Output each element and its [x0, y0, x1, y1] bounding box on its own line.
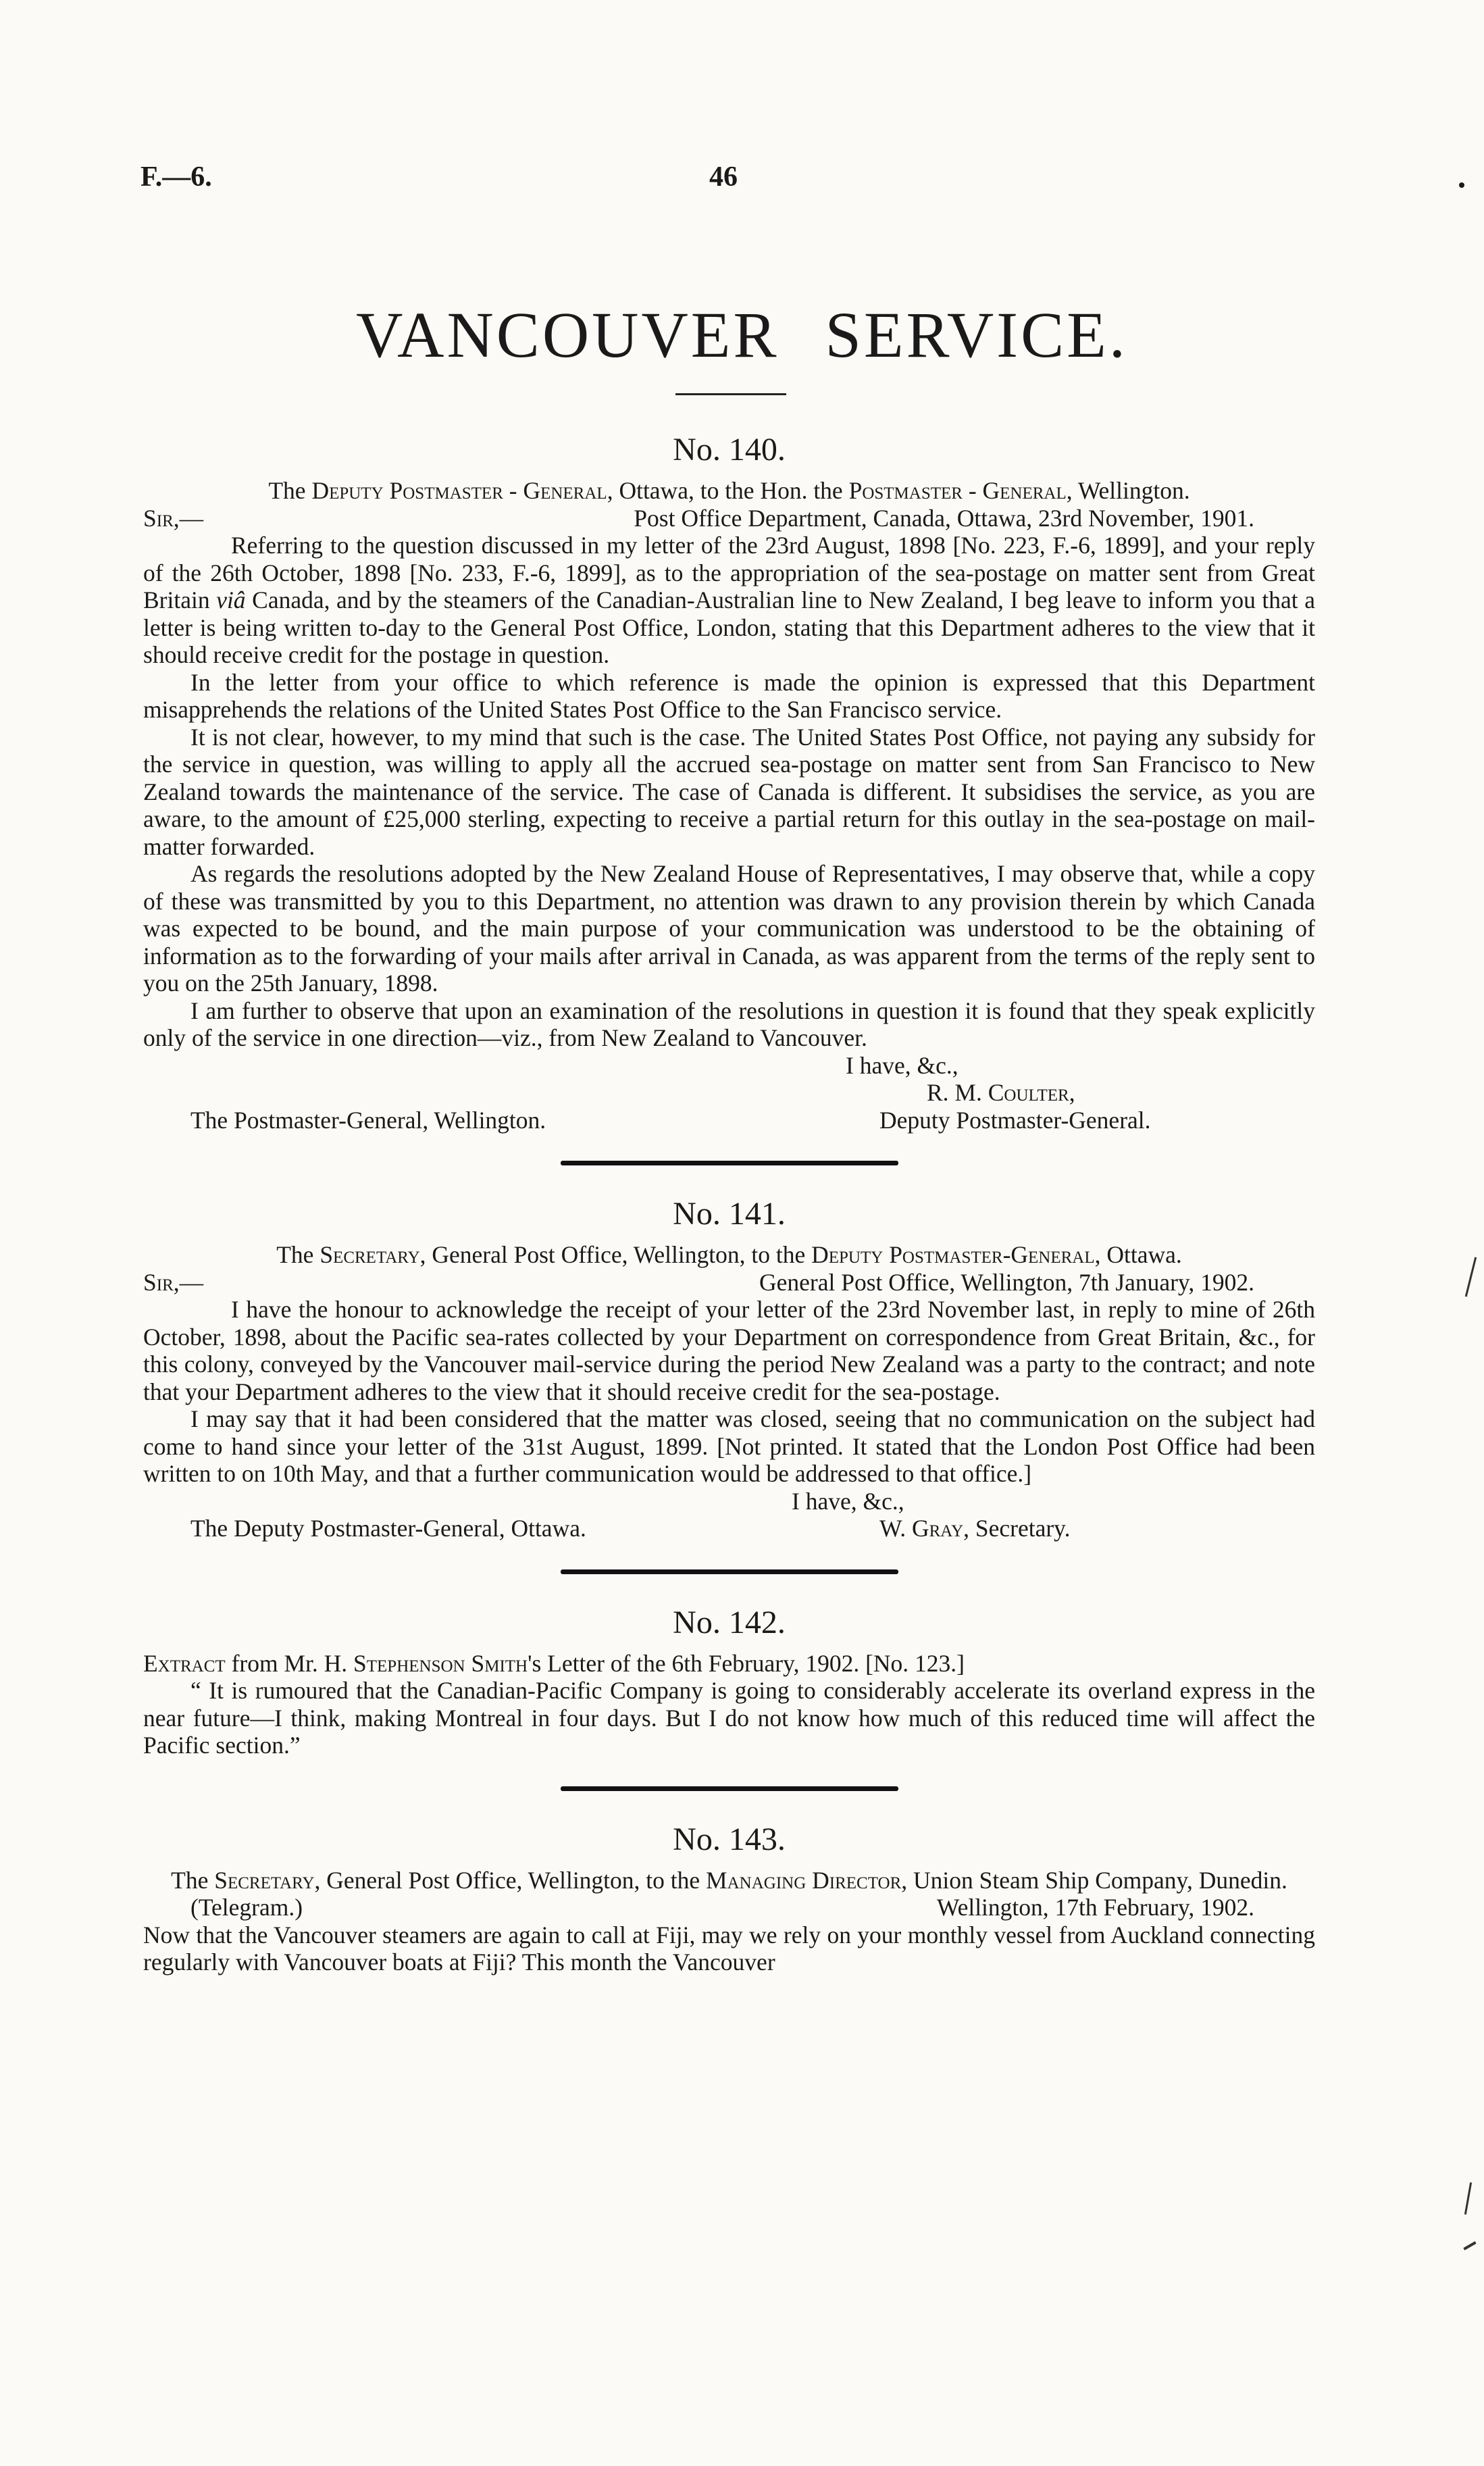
document-body	[143, 426, 1315, 1976]
signer-title: Deputy Postmaster-General.	[879, 1106, 1151, 1134]
margin-mark	[1464, 2182, 1472, 2215]
dateline: Wellington, 17th February, 1902.	[936, 1894, 1254, 1921]
signer-name: R. M. Coulter,	[927, 1079, 1075, 1106]
salutation-row	[143, 505, 1315, 532]
address-text: The	[171, 1866, 215, 1894]
margin-mark	[1465, 1257, 1477, 1297]
title-underline	[675, 393, 786, 395]
address-text: , Ottawa.	[1094, 1241, 1182, 1268]
extract-text: from Mr.	[225, 1649, 324, 1677]
address-text: The	[276, 1241, 320, 1268]
letter-number: No. 140.	[673, 432, 786, 468]
letter-number: No. 143.	[673, 1821, 786, 1857]
recipient-title: Managing Director	[706, 1866, 902, 1894]
dateline: General Post Office, Wellington, 7th January, 1902.	[759, 1268, 1254, 1296]
recipient-title: Deputy Postmaster-General	[811, 1241, 1095, 1268]
letter-143	[143, 1821, 1315, 1976]
letter-address	[143, 1241, 1315, 1269]
closing: I have, &c.,	[792, 1487, 904, 1515]
recipient-title: Postmaster - General	[848, 477, 1067, 504]
print-speck	[1459, 182, 1464, 188]
signer-title: , Secretary.	[963, 1515, 1071, 1542]
letter-address	[143, 1867, 1315, 1894]
extract-author: H. Stephenson Smith	[324, 1649, 528, 1677]
sender-title: Secretary	[214, 1866, 315, 1894]
signature-row	[143, 1515, 1315, 1542]
address-text: The	[268, 477, 312, 504]
letter-number: No. 142.	[673, 1604, 786, 1640]
letter-address	[143, 477, 1315, 505]
paragraph-text: Referring to the question discussed in my letter of the 23rd August, 1898 [No. 223, F.-6, 1899], and your reply of the 26th October, 1898 [No. 233, F.-6, 1899], as to the appropriation of the sea-postage on matter sent from Great Britain	[143, 532, 1315, 613]
section-divider	[561, 1569, 898, 1574]
letter-140	[143, 431, 1315, 1134]
margin-mark	[1463, 2241, 1476, 2250]
salutation: Sir,—	[143, 1268, 204, 1296]
sender-title: Deputy Postmaster - General	[311, 477, 607, 504]
telegram-row	[143, 1894, 1315, 1921]
paragraph: In the letter from your office to which reference is made the opinion is expressed that this Department misapprehends the relations of the United States Post Office to the San Francisco service.	[143, 668, 1315, 723]
recipient-line: The Postmaster-General, Wellington.	[190, 1106, 546, 1134]
salutation-row	[143, 1269, 1315, 1297]
extract-label: Extract	[143, 1649, 226, 1677]
sender-title: Secretary	[319, 1241, 420, 1268]
paragraph: It is not clear, however, to my mind that such is the case. The United States Post Office, not paying any subsidy for the service in question, was willing to apply all the accrued sea-postage on matter sent from San Francisco to New Zealand towards the maintenance of the service. The case of Canada is different. It subsidises the service, as you are aware, to the amount of £25,000 sterling, expecting to receive a partial return for this outlay in the sea-postage on mail-matter forwarded.	[143, 723, 1315, 860]
paragraph: I may say that it had been considered that the matter was closed, seeing that no communication on the subject had come to hand since your letter of the 31st August, 1899. [Not printed. It stated that the London Post Office had been written to on 10th May, and that a further communication would be addressed to that office.]	[143, 1405, 1315, 1487]
letter-number: No. 141.	[673, 1196, 786, 1232]
address-text: , Ottawa, to the Hon. the	[607, 477, 849, 504]
extract-heading	[143, 1650, 1315, 1678]
closing: I have, &c.,	[846, 1051, 958, 1079]
paragraph: I am further to observe that upon an examination of the resolutions in question it is found that they speak explicitly only of the service in one direction—viz., from New Zealand to Vancouver.	[143, 997, 1315, 1051]
paragraph	[143, 532, 1315, 669]
signer-block	[879, 1515, 1070, 1542]
section-divider	[561, 1786, 898, 1791]
italic-word: viâ	[216, 586, 246, 613]
paragraph: I have the honour to acknowledge the receipt of your letter of the 23rd November last, in reply to mine of 26th October, 1898, about the Pacific sea-rates collected by your Department on correspondence from Great Britain, &c., for this colony, conveyed by the Vancouver mail-service during the period New Zealand was a party to the contract; and note that your Department adheres to the view that it should receive credit for the sea-postage.	[143, 1296, 1315, 1405]
signer-name: W. Gray	[879, 1515, 964, 1542]
signature-row	[143, 1107, 1315, 1134]
paragraph: Now that the Vancouver steamers are again to call at Fiji, may we rely on your monthly vessel from Auckland connecting regularly with Vancouver boats at Fiji? This month the Vancouver	[143, 1921, 1315, 1976]
extract-text: 's Letter of the 6th February, 1902. [No. 123.]	[528, 1649, 965, 1677]
paragraph-text: Canada, and by the steamers of the Canadian-Australian line to New Zealand, I beg leave to inform you that a letter is being written to-day to the General Post Office, London, stating that this Department adheres to the view that it should receive credit for the postage in question.	[143, 586, 1315, 668]
page-number: 46	[709, 161, 738, 193]
paragraph: As regards the resolutions adopted by the New Zealand House of Representatives, I may observe that, while a copy of these was transmitted by you to this Department, no attention was drawn to any provision therein by which Canada was expected to be bound, and the main purpose of your communication was understood to be the obtaining of information as to the forwarding of your mails after arrival in Canada, as was apparent from the terms of the reply sent to you on the 25th January, 1898.	[143, 860, 1315, 997]
recipient-line: The Deputy Postmaster-General, Ottawa.	[190, 1515, 586, 1542]
address-text: , Union Steam Ship Company, Dunedin.	[901, 1866, 1287, 1894]
page-title: VANCOUVER SERVICE.	[356, 299, 1128, 371]
document-reference: F.—6.	[140, 161, 212, 193]
address-text: , General Post Office, Wellington, to the	[314, 1866, 707, 1894]
letter-142	[143, 1604, 1315, 1759]
address-text: , General Post Office, Wellington, to the	[419, 1241, 812, 1268]
letter-141	[143, 1195, 1315, 1542]
dateline: Post Office Department, Canada, Ottawa, 23rd November, 1901.	[634, 504, 1254, 532]
salutation: Sir,—	[143, 504, 204, 532]
section-divider	[561, 1161, 898, 1165]
telegram-label: (Telegram.)	[190, 1894, 303, 1921]
quoted-paragraph: “ It is rumoured that the Canadian-Pacific Company is going to considerably accelerate its overland express in the near future—I think, making Montreal in four days. But I do not know how much of this reduced time will affect the Pacific section.”	[143, 1677, 1315, 1759]
address-text: , Wellington.	[1066, 477, 1190, 504]
